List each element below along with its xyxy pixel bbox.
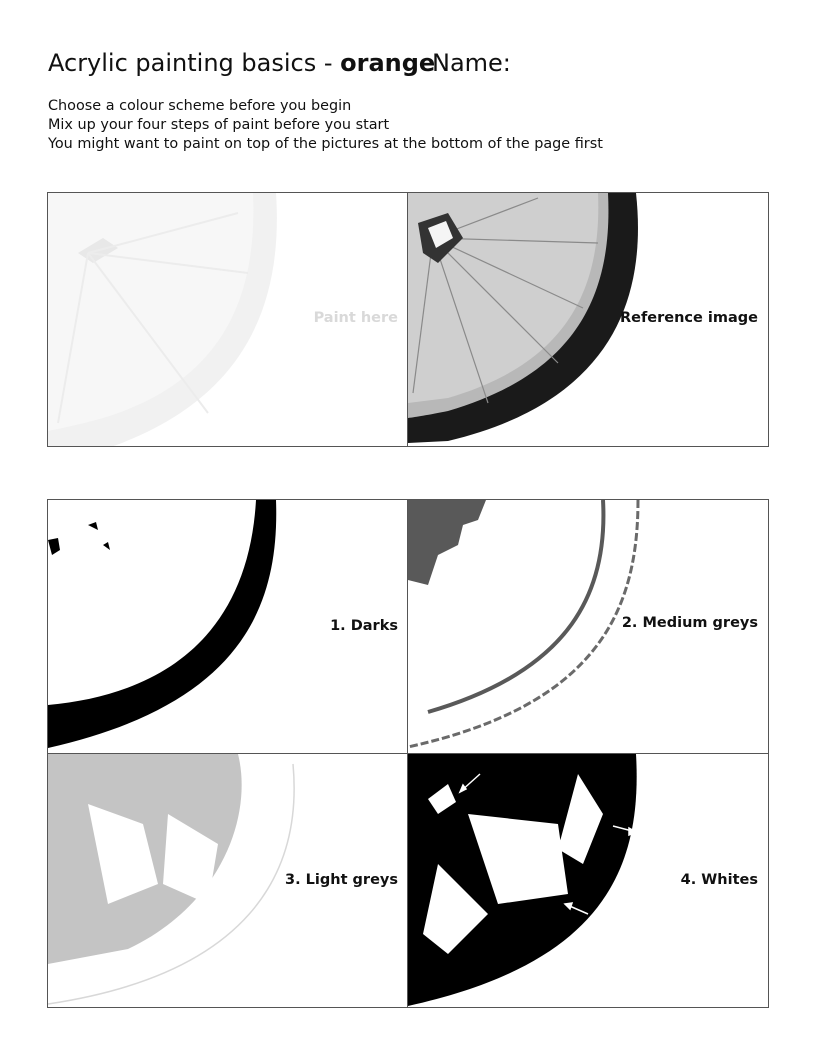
reference-image-panel (407, 192, 769, 447)
whites-panel[interactable] (407, 753, 769, 1008)
title-subject: orange (340, 49, 436, 77)
name-label: Name: (432, 49, 511, 77)
medium-greys-label: 2. Medium greys (621, 615, 758, 631)
light-greys-label: 3. Light greys (285, 872, 398, 888)
medium-greys-panel[interactable] (407, 499, 769, 754)
darks-panel[interactable] (47, 499, 409, 754)
darks-label: 1. Darks (330, 618, 398, 634)
instructions (48, 97, 603, 154)
instruction-line: You might want to paint on top of the pictures at the bottom of the page first (48, 136, 603, 152)
title-prefix: Acrylic painting basics - (48, 49, 341, 77)
whites-label: 4. Whites (680, 872, 758, 888)
instruction-line: Choose a colour scheme before you begin (48, 98, 352, 114)
worksheet-title (48, 46, 435, 80)
paint-here-label: Paint here (313, 310, 398, 326)
instruction-line: Mix up your four steps of paint before you start (48, 117, 390, 133)
light-greys-panel[interactable] (47, 753, 409, 1008)
reference-image-label: Reference image (619, 310, 758, 326)
paint-here-panel[interactable] (47, 192, 409, 447)
